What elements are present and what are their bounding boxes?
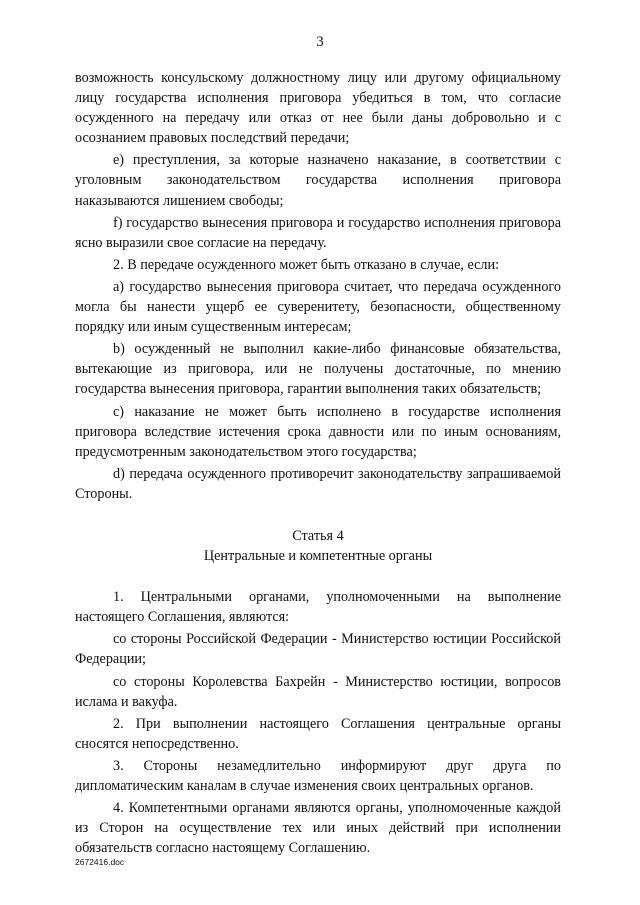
paragraph: 1. Центральными органами, уполномоченными на выполнение настоящего Соглашения, являются: [75, 589, 561, 626]
paragraph: со стороны Королевства Бахрейн - Министерство юстиции, вопросов ислама и вакуфа. [75, 673, 561, 710]
paragraph: d) передача осужденного противоречит законодательству запрашиваемой Стороны. [75, 465, 561, 502]
paragraph: возможность консульскому должностному лицу или другому официальному лицу государства исполнения приговора убедиться в том, что согласие осужденного на передачу или отказ от нее были даны добровольно и с осознанием правовых последствий передачи; [75, 70, 561, 147]
paragraph: 2. При выполнении настоящего Соглашения центральные органы сносятся непосредственно. [75, 715, 561, 752]
paragraph: e) преступления, за которые назначено наказание, в соответствии с уголовным законодательством государства исполнения приговора наказываются лишением свободы; [75, 152, 561, 209]
page-number: 3 [316, 34, 324, 50]
paragraphs-top [75, 68, 561, 504]
paragraph: 3. Стороны незамедлительно информируют друг друга по дипломатическим каналам в случае изменения своих центральных органов. [75, 757, 561, 794]
document-body [75, 68, 561, 860]
paragraph: 4. Компетентными органами являются органы, уполномоченные каждой из Сторон на осуществление тех или иных действий при исполнении обязательств согласно настоящему Соглашению. [75, 800, 561, 857]
file-name-footer: 2672416.doc [75, 857, 125, 867]
paragraph: со стороны Российской Федерации - Министерство юстиции Российской Федерации; [75, 631, 561, 668]
paragraph: c) наказание не может быть исполнено в государстве исполнения приговора вследствие истечения срока давности или по иным основаниям, предусмотренным законодательством этого государства; [75, 403, 561, 460]
article-header [75, 526, 561, 566]
paragraphs-article [75, 587, 561, 858]
paragraph: b) осужденный не выполнил какие-либо финансовые обязательства, вытекающие из приговора, или не получены достаточные, по мнению государства вынесения приговора, гарантии выполнения таких обязательств; [75, 341, 561, 398]
paragraph: 2. В передаче осужденного может быть отказано в случае, если: [113, 256, 500, 273]
article-number: Статья 4 [292, 527, 344, 544]
paragraph: a) государство вынесения приговора считает, что передача осужденного могла бы нанести ущерб ее суверенитету, безопасности, общественному порядку или иным существенным интересам; [75, 278, 561, 336]
article-title: Центральные и компетентные органы [203, 548, 433, 565]
paragraph: f) государство вынесения приговора и государство исполнения приговора ясно выразили свое согласие на передачу. [75, 214, 561, 251]
